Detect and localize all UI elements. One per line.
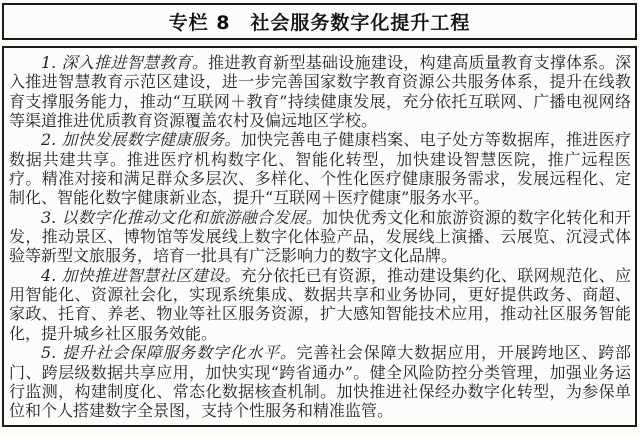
paragraph-2-lead: 2. 加快发展数字健康服务。	[41, 130, 241, 150]
column-content-box	[2, 46, 637, 427]
paragraph-5	[9, 343, 631, 420]
paragraph-1-text: 推进教育新型基础设施建设，构建高质量教育支撑体系。深入推进智慧教育示范区建设，进一步完善国家数字教育资源公共服务体系，提升在线教育支撑服务能力，推动“互联网＋教育”持续健康发展，充分依托互联网、广播电视网络等渠道推进优质教育资源覆盖农村及偏远地区学校。	[9, 53, 631, 131]
page-title: 专栏 8 社会服务数字化提升工程	[168, 12, 471, 34]
paragraph-1-lead: 1. 深入推进智慧教育。	[41, 53, 209, 72]
paragraph-5-text: 完善社会保障大数据应用，开展跨地区、跨部门、跨层级数据共享应用，加快实现“跨省通办”。健全风险防控分类管理，加强业务运行监测，构建制度化、常态化数据核查机制。加快推进社保经办数字化转型，为参保单位和个人搭建数字全景图，支持个性服务和精准监管。	[9, 343, 631, 421]
paragraph-5-lead: 5. 提升社会保障服务数字化水平。	[41, 343, 297, 363]
column-title-box	[2, 3, 637, 40]
paragraph-2	[9, 130, 631, 207]
paragraph-4	[9, 266, 631, 343]
paragraph-1	[9, 53, 631, 130]
paragraph-3-text: 加快优秀文化和旅游资源的数字化转化和开发，推动景区、博物馆等发展线上数字化体验产品，发展线上演播、云展览、沉浸式体验等新型文旅服务，培育一批具有广泛影响力的数字文化品牌。	[9, 207, 631, 266]
paragraph-2-text: 加快完善电子健康档案、电子处方等数据库，推进医疗数据共建共享。推进医疗机构数字化、智能化转型，加快建设智慧医院，推广远程医疗。精准对接和满足群众多层次、多样化、个性化医疗健康服务需求，发展远程化、定制化、智能化数字健康新业态，提升“互联网＋医疗健康”服务水平。	[9, 130, 631, 208]
paragraph-3	[9, 208, 631, 266]
paragraph-4-text: 充分依托已有资源，推动建设集约化、联网规范化、应用智能化、资源社会化，实现系统集成、数据共享和业务协同，更好提供政务、商超、家政、托育、养老、物业等社区服务资源，扩大感知智能技术应用，推动社区服务智能化，提升城乡社区服务效能。	[9, 265, 631, 343]
paragraph-4-lead: 4. 加快推进智慧社区建设。	[41, 265, 241, 285]
paragraph-3-lead: 3. 以数字化推动文化和旅游融合发展。	[41, 207, 323, 227]
